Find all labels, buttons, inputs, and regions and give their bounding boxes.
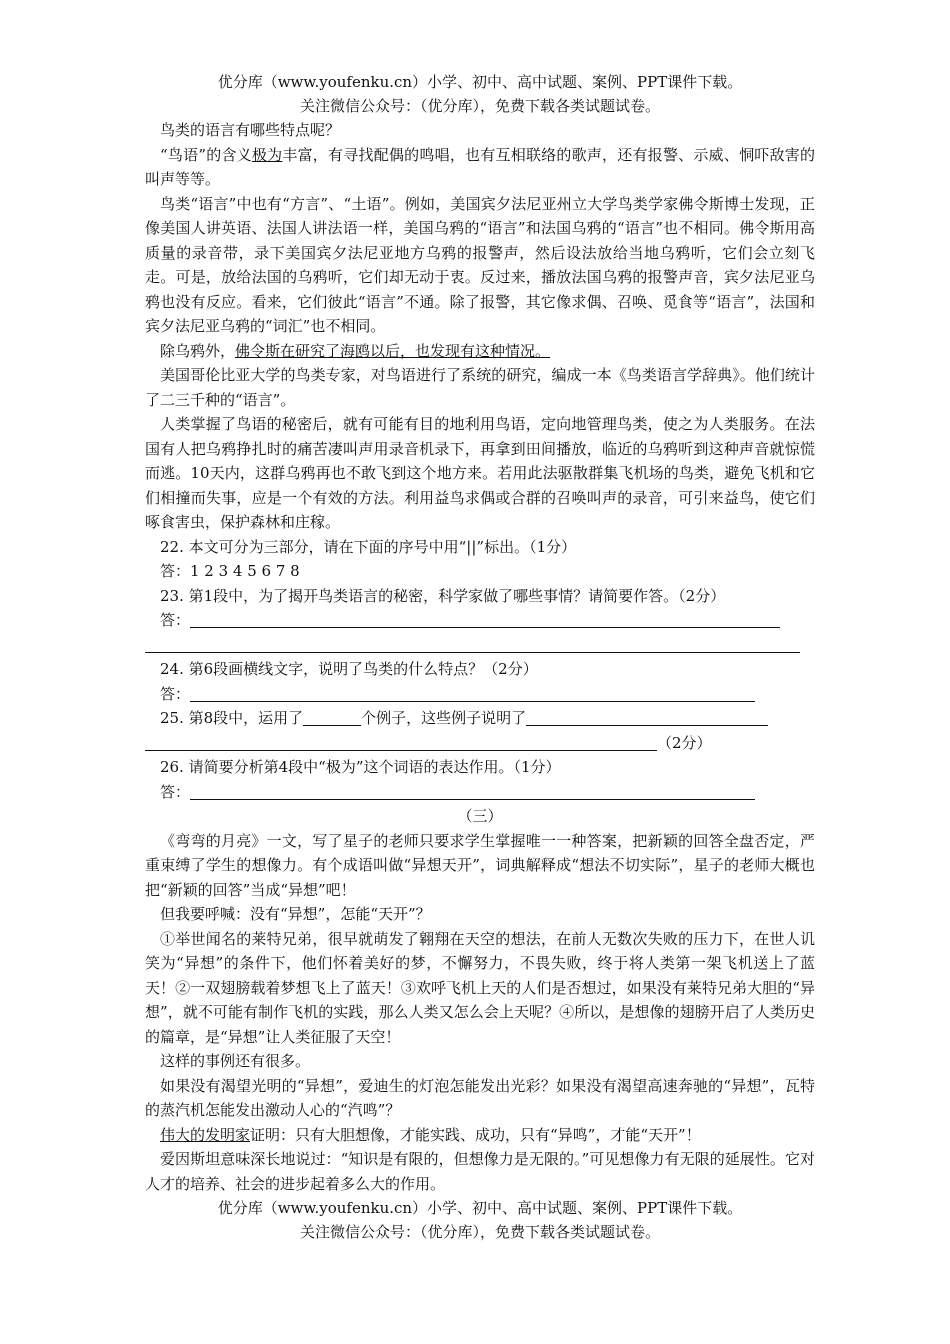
- document-page: [145, 70, 815, 1244]
- question-22: 22. 本文可分为三部分，请在下面的序号中用“||”标出。（1分）: [160, 537, 577, 556]
- question-22-answer: 答：1 2 3 4 5 6 7 8: [160, 562, 300, 580]
- paragraph-6: 除乌鸦外，佛令斯在研究了海鸥以后，也发现有这种情况。: [160, 341, 551, 360]
- question-24: 24. 第6段画横线文字，说明了鸟类的什么特点？（2分）: [160, 660, 538, 678]
- answer-blank[interactable]: [303, 709, 361, 726]
- footer-line-2: 关注微信公众号：（优分库），免费下载各类试题试卷。: [299, 1223, 660, 1241]
- answer-blank[interactable]: [190, 685, 755, 702]
- underlined-sentence: 佛令斯在研究了海鸥以后，也发现有这种情况。: [235, 341, 551, 360]
- underlined-phrase: 伟大的发明家: [160, 1125, 251, 1144]
- section3-paragraph-2: 但我要呼喊：没有“异想”，怎能“天开”？: [160, 905, 431, 923]
- section3-paragraph-4: 这样的事例还有很多。: [160, 1052, 311, 1070]
- question-24-answer: 答：: [145, 682, 815, 707]
- answer-blank[interactable]: [145, 636, 800, 653]
- question-26: 26. 请简要分析第4段中“极为”这个词语的表达作用。（1分）: [160, 758, 561, 776]
- section3-paragraph-7: 爱因斯坦意味深长地说过：“知识是有限的，但想像力是无限的。”可见想像力有无限的延展性。它对人才的培养、社会的进步起着多么大的作用。: [145, 1150, 815, 1193]
- question-26-answer: 答：: [145, 780, 815, 805]
- answer-blank[interactable]: [526, 709, 768, 726]
- question-23-answer-line-2: [145, 633, 815, 658]
- question-25-line-2: （2分）: [145, 731, 815, 756]
- question-23: 23. 第1段中，为了揭开鸟类语言的秘密，科学家做了哪些事情？请简要作答。（2分）: [160, 586, 726, 605]
- answer-blank[interactable]: [190, 783, 755, 800]
- paragraph-7: 美国哥伦比亚大学的鸟类专家，对鸟语进行了系统的研究，编成一本《鸟类语言学辞典》。他们统计了二三千种的“语言”。: [145, 366, 815, 409]
- answer-blank[interactable]: [190, 611, 780, 628]
- paragraph-5: 鸟类“语言”中也有“方言”、“土语”。例如，美国宾夕法尼亚州立大学鸟类学家佛令斯博士发现，正像美国人讲英语、法国人讲法语一样，美国乌鸦的“语言”和法国乌鸦的“语言”也不相同。佛令斯用高质量的录音带，录下美国宾夕法尼亚地方乌鸦的报警声，然后设法放给当地乌鸦听，它们会立刻飞走。可是，放给法国的乌鸦听，它们却无动于衷。反过来，播放法国乌鸦的报警声音，宾夕法尼亚乌鸦也没有反应。看来，它们彼此“语言”不通。除了报警，其它像求偶、召唤、觅食等“语言”，法国和宾夕法尼亚乌鸦的“词汇”也不相同。: [145, 194, 815, 335]
- question-23-answer: 答：: [145, 608, 815, 633]
- header-line-1: 优分库（www.youfenku.cn）小学、初中、高中试题、案例、PPT课件下载。: [217, 73, 743, 91]
- paragraph-4: “鸟语”的含义极为丰富，有寻找配偶的鸣唱，也有互相联络的歌声，还有报警、示威、恫吓敌害的叫声等等。: [145, 145, 815, 188]
- underlined-word: 极为: [251, 145, 283, 164]
- paragraph-question: 鸟类的语言有哪些特点呢？: [160, 121, 341, 139]
- section3-paragraph-1: 《弯弯的月亮》一文，写了星子的老师只要求学生掌握唯一一种答案，把新颖的回答全盘否定，严重束缚了学生的想像力。有个成语叫做“异想天开”，词典解释成“想法不切实际”，星子的老师大概也把“新颖的回答”当成“异想”吧！: [145, 831, 815, 899]
- footer-line-1: 优分库（www.youfenku.cn）小学、初中、高中试题、案例、PPT课件下载。: [217, 1199, 743, 1217]
- section3-paragraph-3: ①举世闻名的莱特兄弟，很早就萌发了翱翔在天空的想法，在前人无数次失败的压力下，在世人讥笑为“异想”的条件下，他们怀着美好的梦，不懈努力，不畏失败，终于将人类第一架飞机送上了蓝天！②一双翅膀载着梦想飞上了蓝天！③欢呼飞机上天的人们是否想过，如果没有莱特兄弟大胆的“异想”，就不可能有制作飞机的实践，那么人类又怎么会上天呢？④所以，是想像的翅膀开启了人类历史的篇章，是“异想”让人类征服了天空！: [145, 929, 815, 1046]
- section3-paragraph-6: 伟大的发明家证明：只有大胆想像，才能实践、成功，只有“异鸣”，才能“天开”！: [160, 1125, 701, 1144]
- section3-paragraph-5: 如果没有渴望光明的“异想”，爱迪生的灯泡怎能发出光彩？如果没有渴望高速奔驰的“异想”，瓦特的蒸汽机怎能发出激动人心的“汽鸣”？: [145, 1076, 815, 1119]
- header-line-2: 关注微信公众号：（优分库），免费下载各类试题试卷。: [299, 97, 660, 115]
- paragraph-8: 人类掌握了鸟语的秘密后，就有可能有目的地利用鸟语，定向地管理鸟类，使之为人类服务。在法国有人把乌鸦挣扎时的痛苦凄叫声用录音机录下，再拿到田间播放，临近的乌鸦听到这种声音就惊慌而逃。10天内，这群乌鸦再也不敢飞到这个地方来。若用此法驱散群集飞机场的鸟类，避免飞机和它们相撞而失事，应是一个有效的方法。利用益鸟求偶或合群的召唤叫声的录音，可引来益鸟，使它们啄食害虫，保护森林和庄稼。: [145, 415, 815, 531]
- question-25: 25. 第8段中，运用了 个例子，这些例子说明了: [145, 706, 815, 731]
- answer-blank[interactable]: [145, 734, 657, 751]
- section-heading: （三）: [457, 807, 503, 825]
